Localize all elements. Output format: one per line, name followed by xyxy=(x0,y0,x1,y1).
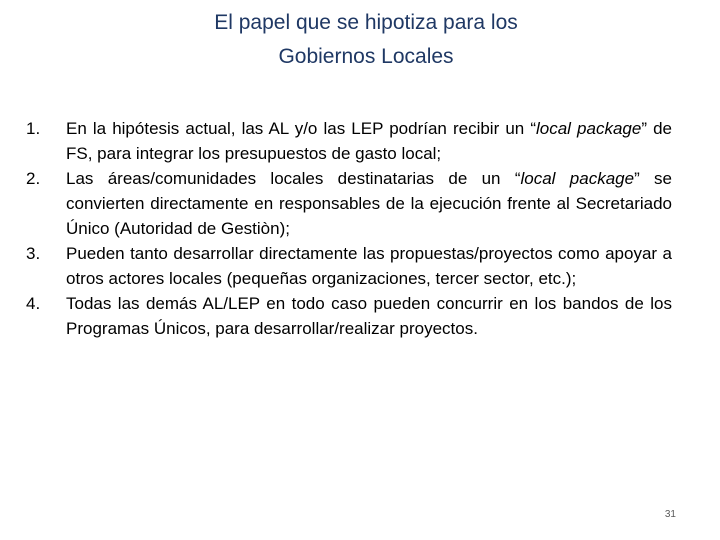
page-number: 31 xyxy=(664,509,676,520)
list-item-text-part: Las áreas/comunidades locales destinatarias de un “ xyxy=(66,169,521,188)
list-item-text xyxy=(66,119,672,163)
list-item-text-part: ” se convierten directamente en responsables de la ejecución frente al Secretariado Único (Autoridad de Gestiòn); xyxy=(66,169,672,238)
list-item-number: 4. xyxy=(26,294,41,313)
list-item xyxy=(26,291,672,341)
list-item-number: 3. xyxy=(26,244,41,263)
list-item-italic-term: local package xyxy=(520,169,635,188)
list-item-italic-term: local package xyxy=(536,119,642,138)
slide-title-line-2: Gobiernos Locales xyxy=(278,45,454,68)
numbered-list xyxy=(26,116,672,341)
list-item-text-part: En la hipótesis actual, las AL y/o las LEP podrían recibir un “ xyxy=(66,119,536,138)
list-item xyxy=(26,116,672,166)
list-item-text xyxy=(66,169,672,238)
list-item-number: 2. xyxy=(26,169,41,188)
list-item-text: Pueden tanto desarrollar directamente las propuestas/proyectos como apoyar a otros actores locales (pequeñas organizaciones, tercer sector, etc.); xyxy=(66,244,672,288)
list-item xyxy=(26,166,672,241)
slide-title xyxy=(0,6,720,74)
list-item xyxy=(26,241,672,291)
list-item-text: Todas las demás AL/LEP en todo caso pueden concurrir en los bandos de los Programas Únicos, para desarrollar/realizar proyectos. xyxy=(66,294,672,338)
slide-title-line-1: El papel que se hipotiza para los xyxy=(214,11,518,34)
list-item-text-part: ” de FS, para integrar los presupuestos de gasto local; xyxy=(66,119,672,163)
list-item-number: 1. xyxy=(26,119,41,138)
